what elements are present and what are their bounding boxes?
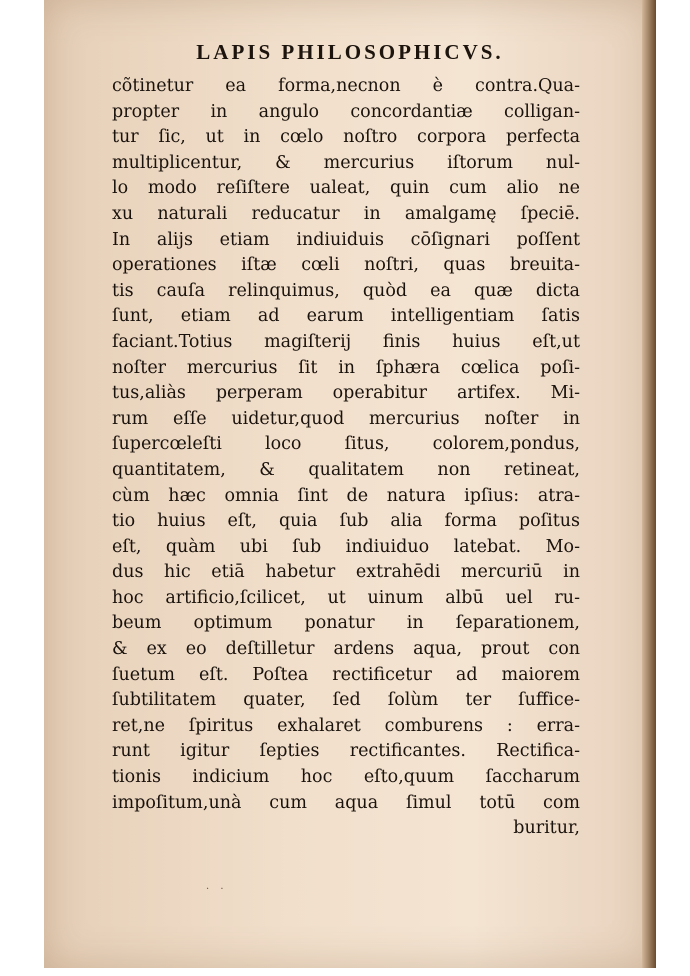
text-line: hoc artificio,ſcilicet, ut uinum albū uel ru- bbox=[112, 587, 580, 608]
text-block bbox=[112, 74, 580, 842]
text-line: dus hic etiā habetur extrahēdi mercuriū in bbox=[112, 562, 580, 583]
catchword: buritur, bbox=[513, 818, 580, 839]
text-line: cõtinetur ea forma,necnon è contra.Qua- bbox=[112, 76, 580, 96]
page-specks: · · bbox=[206, 884, 228, 895]
page-gutter-shadow bbox=[642, 0, 656, 968]
text-line: ſubtilitatem quater, ſed ſolùm ter ſuffice- bbox=[112, 690, 580, 711]
text-line: ſuetum eſt. Poſtea rectificetur ad maiorem bbox=[112, 664, 580, 685]
text-line: In alijs etiam indiuiduis cōſignari poſſent bbox=[112, 229, 580, 250]
text-line: ſupercœleſti loco ſitus, colorem,pondus, bbox=[112, 434, 580, 455]
text-line: xu naturali reducatur in amalgamę ſpeciē. bbox=[112, 203, 580, 224]
text-line: eſt, quàm ubi ſub indiuiduo latebat. Mo- bbox=[112, 536, 580, 557]
text-line: faciant.Totius magiſterij finis huius eſt,ut bbox=[112, 331, 580, 352]
text-line: multiplicentur, & mercurius iſtorum nul- bbox=[112, 152, 580, 173]
text-line: cùm hæc omnia ſint de natura ipſius: atra- bbox=[112, 485, 580, 506]
text-line: noſter mercurius ſit in ſphæra cœlica poſi- bbox=[112, 357, 580, 378]
text-line: tionis indicium hoc eſto,quum ſaccharum bbox=[112, 767, 580, 788]
text-line: rum eſſe uidetur,quod mercurius noſter in bbox=[112, 408, 580, 429]
text-line: propter in angulo concordantiæ colligan- bbox=[112, 101, 580, 122]
text-line: tio huius eſt, quia ſub alia forma poſitus bbox=[112, 511, 580, 532]
text-line: impoſitum,unà cum aqua ſimul totū com bbox=[112, 792, 580, 813]
text-line: ret,ne ſpiritus exhalaret comburens : erra- bbox=[112, 715, 580, 736]
text-line: tur ſic, ut in cœlo noſtro corpora perfecta bbox=[112, 127, 580, 148]
text-line: quantitatem, & qualitatem non retineat, bbox=[112, 459, 580, 480]
text-line: beum optimum ponatur in ſeparationem, bbox=[112, 613, 580, 634]
text-line: ſunt, etiam ad earum intelligentiam ſatis bbox=[112, 306, 580, 327]
text-line: tus,aliàs perperam operabitur artifex. Mi- bbox=[112, 383, 580, 404]
text-line: & ex eo deſtilletur ardens aqua, prout con bbox=[112, 639, 580, 660]
running-head: LAPIS PHILOSOPHICVS. bbox=[196, 40, 504, 64]
text-line: operationes iſtæ cœli noſtri, quas breuita- bbox=[112, 255, 580, 276]
text-line: runt igitur ſepties rectificantes. Rectifica- bbox=[112, 741, 580, 762]
text-line: lo modo reſiſtere ualeat, quin cum alio ne bbox=[112, 178, 580, 199]
text-line: tis cauſa relinquimus, quòd ea quæ dicta bbox=[112, 280, 580, 301]
